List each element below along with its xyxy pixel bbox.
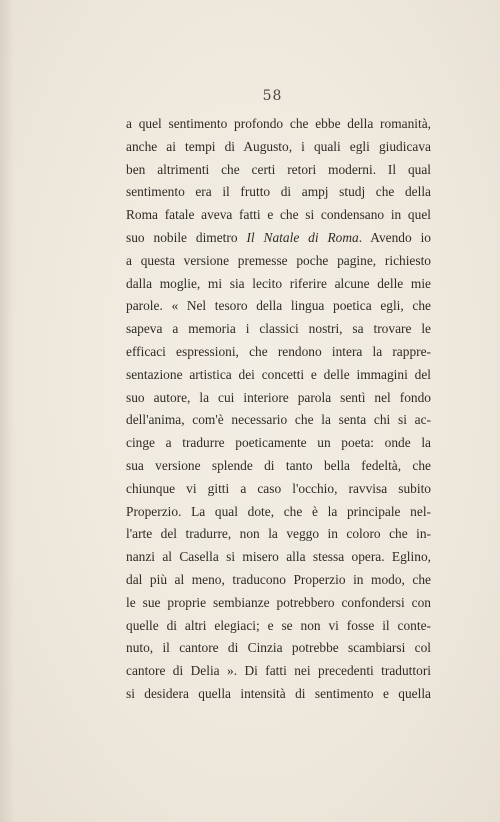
text-line: sapeva a memoria i classici nostri, sa trovare le (126, 321, 431, 337)
text-line: cinge a tradurre poeticamente un poeta: onde la (126, 435, 431, 451)
text-line: efficaci espressioni, che rendono intera la rappre- (126, 343, 431, 359)
text-line: dal più al meno, traducono Properzio in modo, che (126, 571, 431, 587)
text-line: ben altrimenti che certi retori moderni. Il qual (126, 161, 431, 177)
text-line: le sue proprie sembianze potrebbero confondersi con (126, 594, 431, 610)
text-line: suo autore, la cui interiore parola sentì nel fondo (126, 389, 431, 405)
text-line-with-title (126, 227, 431, 250)
text-line: chiunque vi gitti a caso l'occhio, ravvisa subito (126, 480, 431, 496)
text-line: dalla moglie, mi sia lecito riferire alcune delle mie (126, 275, 431, 291)
text-line: quelle di altri elegiaci; e se non vi fosse il conte- (126, 617, 431, 633)
text-line: cantore di Delia ». Di fatti nei precedenti traduttori (126, 663, 431, 679)
text-line: anche ai tempi di Augusto, i quali egli giudicava (126, 138, 431, 154)
text-line-start: suo nobile dimetro (126, 229, 238, 245)
body-text (126, 113, 431, 706)
text-line: parole. « Nel tesoro della lingua poetica egli, che (126, 298, 431, 314)
text-line: si desidera quella intensità di sentimento e quella (126, 685, 431, 701)
text-line: Roma fatale aveva fatti e che si condensano in quel (126, 207, 431, 223)
text-line: l'arte del tradurre, non la veggo in coloro che in- (126, 526, 431, 542)
text-line: nanzi al Casella si misero alla stessa opera. Eglino, (126, 549, 431, 565)
text-line: sua versione splende di tanto bella fedeltà, che (126, 457, 431, 473)
text-line: sentimento era il frutto di ampj studj che della (126, 184, 431, 200)
text-line: sentazione artistica dei concetti e delle immagini del (126, 366, 431, 382)
text-line: a quel sentimento profondo che ebbe della romanità, (126, 116, 431, 131)
page-number: 58 (262, 88, 283, 104)
text-line: a questa versione premesse poche pagine, richiesto (126, 252, 431, 268)
binding-gutter (0, 0, 14, 822)
text-line-end: . Avendo io (358, 229, 431, 245)
work-title: Il Natale di Roma (246, 229, 359, 245)
text-line: Properzio. La qual dote, che è la principale nel- (126, 503, 431, 519)
text-line: dell'anima, com'è necessario che la senta chi si ac- (126, 412, 431, 428)
text-line: nuto, il cantore di Cinzia potrebbe scambiarsi col (126, 640, 431, 656)
